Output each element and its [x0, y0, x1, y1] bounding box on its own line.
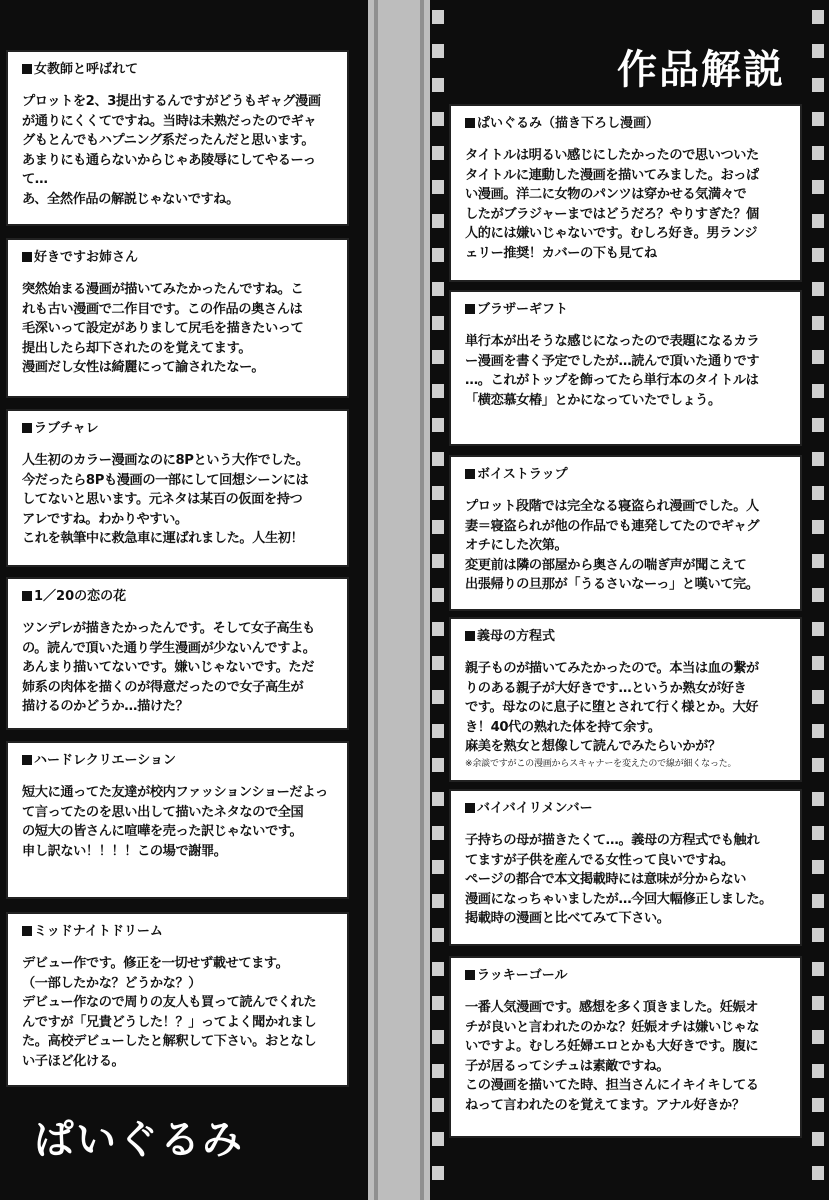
- square-bullet-icon: [465, 631, 475, 641]
- box-body: デビュー作です。修正を一切せず載せてます。 （一部したかな？どうかな？） デビュー作なので周りの友人も買って読んでくれた んですが「兄貴どうした！？」ってよく聞かれまし た。高校デビューしたと解釈して下さい。おとなし い子ほど化ける。: [22, 956, 317, 1069]
- box-body: タイトルは明るい感じにしたかったので思いついた タイトルに連動した漫画を描いてみました。おっぱ い漫画。洋二に女物のパンツは穿かせる気満々で したがブラジャーまではどうだろ？やりすぎた？個 人的には嫌いじゃないです。むしろ好き。男ランジ ェリー推奨！カバーの下も見てね: [465, 148, 759, 261]
- box-body: 一番人気漫画です。感想を多く頂きました。妊娠オ チが良いと言われたのかな？妊娠オチは嫌いじゃな いですよ。むしろ妊婦エロとかも大好きです。腹に 子が居るってシチュは素敵ですね。 この漫画を描いてた時、担当さんにイキイキしてる ねって言われたのを覚えてます。アナル好きか？: [465, 1000, 760, 1113]
- commentary-box-right-1: [449, 104, 802, 282]
- box-heading-text: ラッキーゴール: [477, 968, 568, 983]
- square-bullet-icon: [22, 755, 32, 765]
- square-bullet-icon: [465, 118, 475, 128]
- box-footnote: ※余談ですがこの漫画からスキャナーを変えたので線が細くなった。: [465, 758, 737, 769]
- square-bullet-icon: [465, 970, 475, 980]
- square-bullet-icon: [465, 803, 475, 813]
- box-heading: [465, 801, 788, 817]
- box-heading: [22, 421, 335, 437]
- commentary-box-left-1: [6, 50, 349, 226]
- box-body: 親子ものが描いてみたかったので。本当は血の繋が りのある親子が大好きです…というか熟女が好き です。母なのに息子に堕とされて行く様とか。大好 き！40代の熟れた体を持て余す。 麻美を熟女と想像して読んでみたらいかが？: [465, 661, 759, 754]
- square-bullet-icon: [465, 304, 475, 314]
- sprocket-holes-mid: [432, 0, 444, 1200]
- square-bullet-icon: [22, 252, 32, 262]
- box-heading-text: 1／20の恋の花: [34, 589, 127, 604]
- box-heading: [465, 968, 788, 984]
- film-gap: [368, 0, 430, 1200]
- box-heading-text: 好きですお姉さん: [34, 250, 139, 265]
- page-title: 作品解説: [617, 47, 785, 93]
- box-body: 人生初のカラー漫画なのに8Pという大作でした。 今だったら8Pも漫画の一部にして回想シーンには してないと思います。元ネタは某百の仮面を持つ アレですね。わかりやすい。 これを執筆中に救急車に運ばれました。人生初！: [22, 453, 309, 546]
- box-body: 子持ちの母が描きたくて…。義母の方程式でも触れ てますが子供を産んでる女性って良いですね。 ページの都合で本文掲載時には意味が分からない 漫画になっちゃいましたが…今回大幅修正しました。 掲載時の漫画と比べてみて下さい。: [465, 833, 772, 926]
- box-heading: [465, 116, 788, 132]
- square-bullet-icon: [465, 469, 475, 479]
- box-heading: [22, 924, 335, 940]
- book-title: ぱいぐるみ: [34, 1117, 244, 1163]
- gap-stripe: [420, 0, 424, 1200]
- box-heading: [465, 302, 788, 318]
- commentary-box-right-2: [449, 290, 802, 446]
- commentary-box-right-3: [449, 455, 802, 611]
- box-body: 短大に通ってた友達が校内ファッションショーだよっ て言ってたのを思い出して描いたネタなので全国 の短大の皆さんに喧嘩を売った訳じゃないです。 申し訳ない！！！！この場で謝罪。: [22, 785, 328, 859]
- box-heading-text: ハードレクリエーション: [34, 753, 176, 768]
- box-heading-text: ブラザーギフト: [477, 302, 569, 317]
- box-heading: [22, 589, 335, 605]
- box-heading: [465, 467, 788, 483]
- square-bullet-icon: [22, 423, 32, 433]
- box-heading-text: バイバイリメンバー: [477, 801, 593, 816]
- commentary-box-left-2: [6, 238, 349, 398]
- commentary-box-left-6: [6, 912, 349, 1087]
- commentary-box-left-5: [6, 741, 349, 899]
- box-heading-text: 義母の方程式: [477, 629, 556, 644]
- box-heading: [22, 753, 335, 769]
- commentary-box-right-4: [449, 617, 802, 782]
- square-bullet-icon: [22, 926, 32, 936]
- box-heading-text: ラブチャレ: [34, 421, 99, 436]
- box-body: 突然始まる漫画が描いてみたかったんですね。こ れも古い漫画で二作目です。この作品の奥さんは 毛深いって設定がありまして尻毛を描きたいって 提出したら却下されたのを覚えてます。 漫画だし女性は綺麗にって諭されたなー。: [22, 282, 304, 375]
- square-bullet-icon: [22, 591, 32, 601]
- box-body: ツンデレが描きたかったんです。そして女子高生も の。読んで頂いた通り学生漫画が少ないんですよ。 あんまり描いてないです。嫌いじゃないです。ただ 姉系の肉体を描くのが得意だったので女子高生が 描けるのかどうか…描けた？: [22, 621, 316, 714]
- gap-stripe: [374, 0, 378, 1200]
- box-heading-text: 女教師と呼ばれて: [34, 62, 139, 77]
- box-body: プロットを2、3提出するんですがどうもギャグ漫画 が通りにくくてですね。当時は未熟だったのでギャ グもとんでもハプニング系だったんだと思います。 あまりにも通らないからじゃあ陵辱にしてやるーっ て… あ、全然作品の解説じゃないですね。: [22, 94, 321, 207]
- commentary-box-right-6: [449, 956, 802, 1138]
- box-body: プロット段階では完全なる寝盗られ漫画でした。人 妻＝寝盗られが他の作品でも連発してたのでギャグ オチにした次第。 変更前は隣の部屋から奥さんの喘ぎ声が聞こえて 出張帰りの旦那が「うるさいなーっ」と嘆いて完。: [465, 499, 760, 592]
- square-bullet-icon: [22, 64, 32, 74]
- box-heading: [22, 250, 335, 266]
- commentary-box-left-4: [6, 577, 349, 730]
- sprocket-holes-right: [812, 0, 824, 1200]
- box-heading-text: ミッドナイトドリーム: [34, 924, 163, 939]
- box-heading: [22, 62, 335, 78]
- box-body: 単行本が出そうな感じになったので表題になるカラ ー漫画を書く予定でしたが…読んで頂いた通りです …。これがトップを飾ってたら単行本のタイトルは 「横恋慕女椿」とかになっていたでしょう。: [465, 334, 760, 408]
- box-heading-text: ぱいぐるみ（描き下ろし漫画）: [477, 116, 660, 131]
- box-heading-text: ボイストラップ: [477, 467, 568, 482]
- commentary-box-right-5: [449, 789, 802, 946]
- commentary-box-left-3: [6, 409, 349, 567]
- box-heading: [465, 629, 788, 645]
